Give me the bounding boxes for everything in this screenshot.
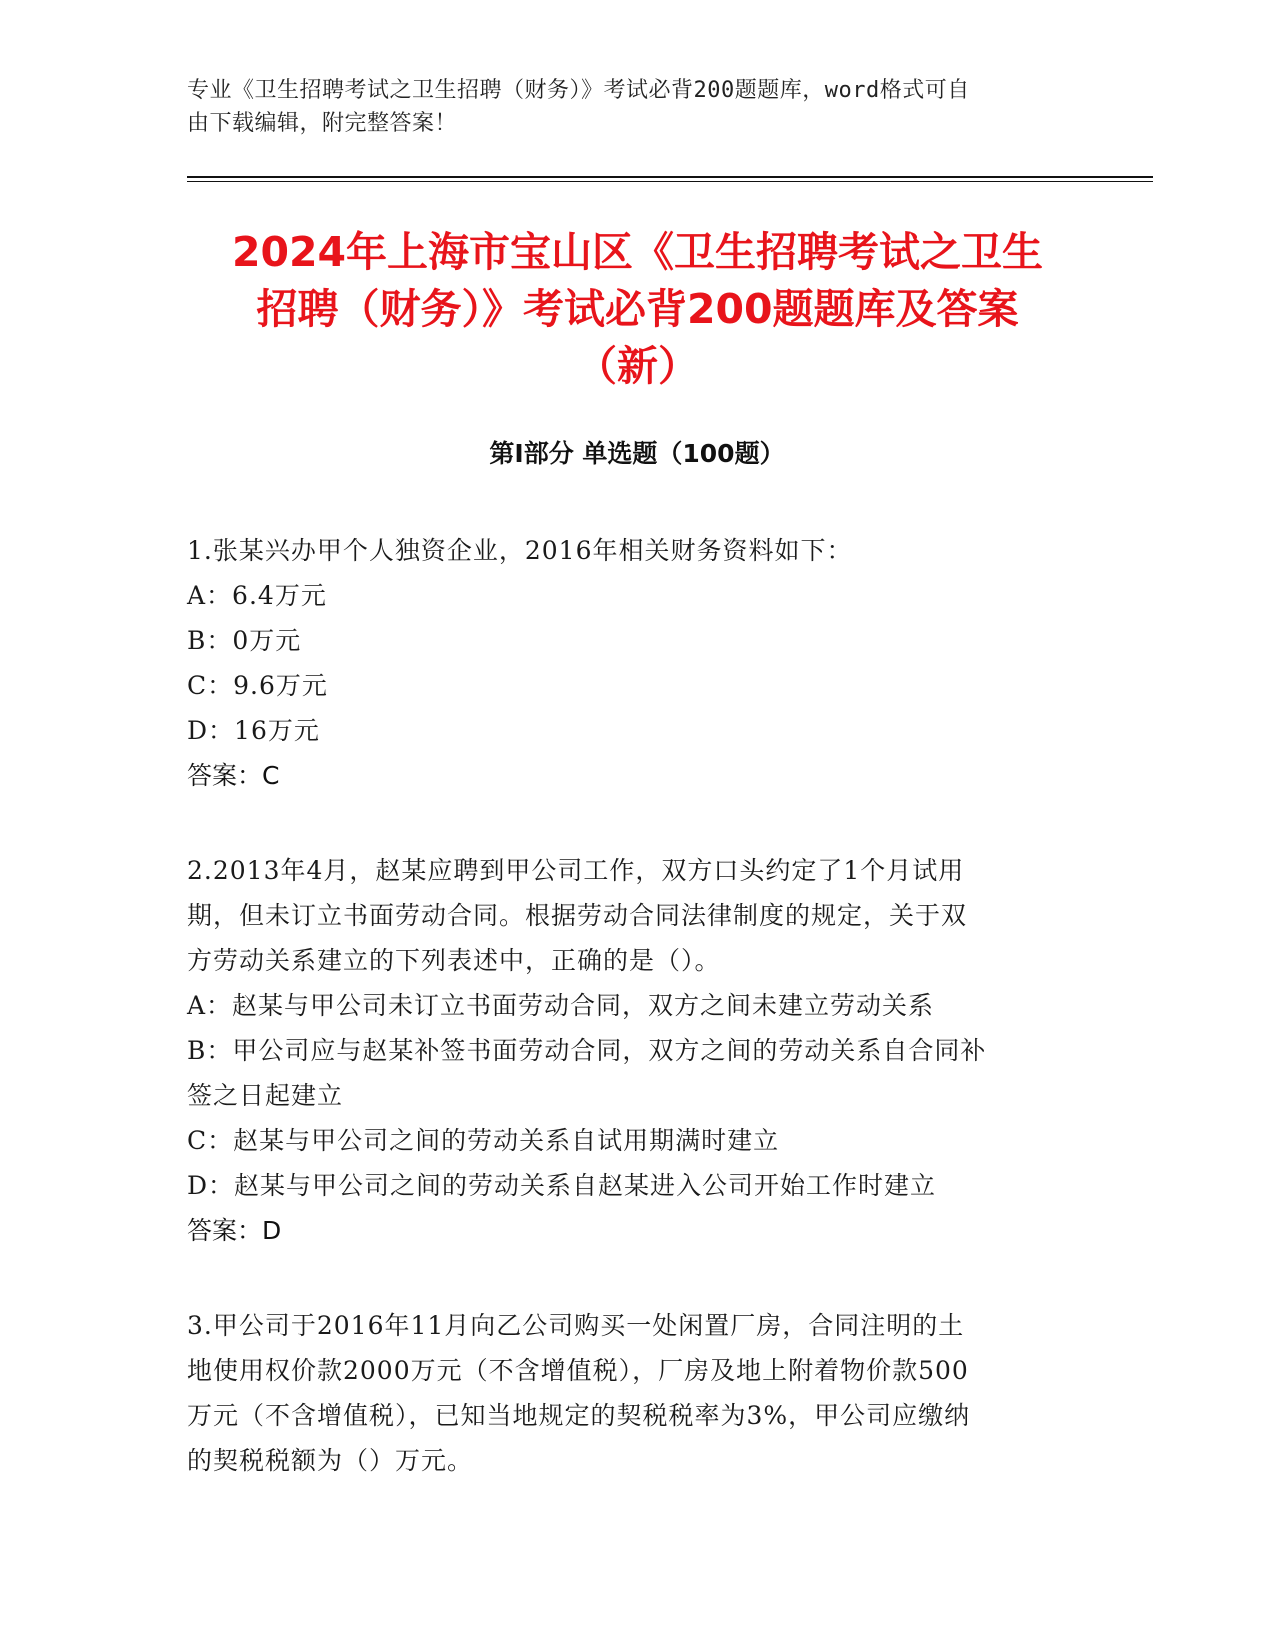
header-note (187, 74, 1067, 140)
header-divider-thin (187, 181, 1153, 182)
document-title-line: 2024年上海市宝山区《卫生招聘考试之卫生 (231, 228, 1044, 276)
option-a: A：赵某与甲公司未订立书面劳动合同，双方之间未建立劳动关系 (187, 991, 935, 1020)
section-title: 第Ⅰ部分 单选题（100题） (489, 439, 785, 468)
option-c: C：赵某与甲公司之间的劳动关系自试用期满时建立 (187, 1126, 780, 1155)
option-a: A：6.4万元 (187, 581, 327, 610)
question-stem: 方劳动关系建立的下列表述中，正确的是（）。 (187, 946, 721, 975)
question-stem: 期，但未订立书面劳动合同。根据劳动合同法律制度的规定，关于双 (187, 901, 968, 930)
question-stem: 的契税税额为（）万元。 (187, 1446, 474, 1475)
header-note-line: 专业《卫生招聘考试之卫生招聘（财务）》考试必背200题题库，word格式可自 (187, 78, 970, 103)
option-b: B：甲公司应与赵某补签书面劳动合同，双方之间的劳动关系自合同补 (187, 1036, 987, 1065)
header-note-line: 由下载编辑，附完整答案！ (187, 111, 458, 136)
question-item (187, 528, 1067, 798)
option-d: D：16万元 (187, 716, 320, 745)
question-stem: 1.张某兴办甲个人独资企业，2016年相关财务资料如下： (187, 536, 853, 565)
option-b: B：0万元 (187, 626, 302, 655)
question-list (187, 528, 1067, 1533)
question-item (187, 848, 1067, 1253)
question-stem: 3.甲公司于2016年11月向乙公司购买一处闲置厂房，合同注明的土 (187, 1311, 965, 1340)
question-stem: 2.2013年4月，赵某应聘到甲公司工作，双方口头约定了1个月试用 (187, 856, 965, 885)
option-c: C：9.6万元 (187, 671, 328, 700)
question-stem: 地使用权价款2000万元（不含增值税），厂房及地上附着物价款500 (187, 1356, 969, 1385)
answer-label: 答案：C (187, 761, 280, 790)
document-title-line: （新） (576, 342, 699, 390)
document-title-line: 招聘（财务）》考试必背200题题库及答案 (256, 285, 1019, 333)
document-title (160, 224, 1115, 395)
question-stem: 万元（不含增值税），已知当地规定的契税税率为3%，甲公司应缴纳 (187, 1401, 971, 1430)
option-d: D：赵某与甲公司之间的劳动关系自赵某进入公司开始工作时建立 (187, 1171, 937, 1200)
header-divider-thick (187, 176, 1153, 178)
answer-label: 答案：D (187, 1216, 282, 1245)
question-item (187, 1303, 1067, 1483)
option-b-continued: 签之日起建立 (187, 1081, 344, 1110)
